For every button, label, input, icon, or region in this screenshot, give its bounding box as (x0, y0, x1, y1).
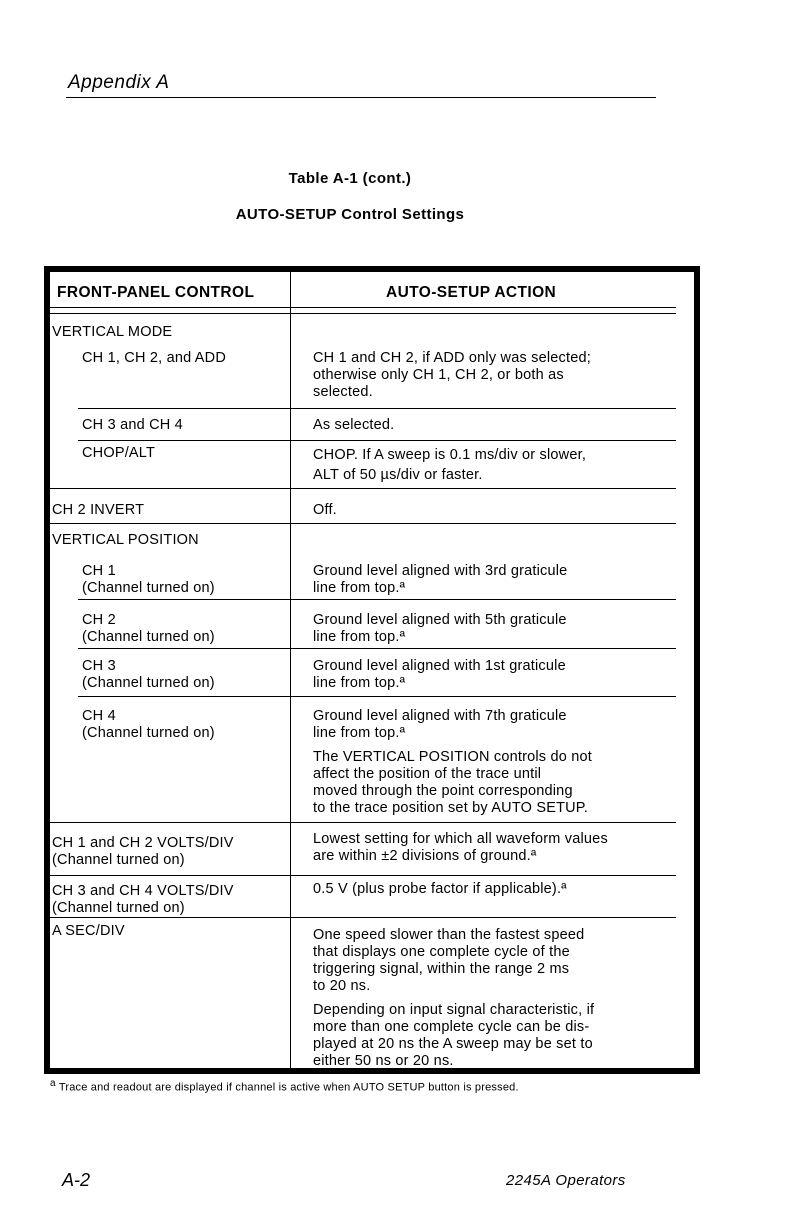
column-header-control: FRONT-PANEL CONTROL (57, 284, 255, 301)
row-rule (78, 440, 676, 441)
control-ch3-ch4: CH 3 and CH 4 (82, 417, 183, 433)
row-rule (50, 822, 676, 823)
row-rule (50, 875, 676, 876)
table-footnote (50, 1078, 519, 1094)
row-rule (50, 488, 676, 489)
control-ch34-volts-div: CH 3 and CH 4 VOLTS/DIV (Channel turned on) (52, 883, 234, 916)
action-pos-ch4: Ground level aligned with 7th graticule line from top.ª (313, 708, 567, 741)
action-ch34-volts-div: 0.5 V (plus probe factor if applicable).ª (313, 881, 567, 897)
appendix-title: Appendix A (68, 72, 170, 93)
action-ch1-ch2-add: CH 1 and CH 2, if ADD only was selected; otherwise only CH 1, CH 2, or both as selected. (313, 350, 591, 400)
action-pos-ch2: Ground level aligned with 5th graticule line from top.ª (313, 612, 567, 645)
row-rule (78, 696, 676, 697)
action-a-sec-div: One speed slower than the fastest speed that displays one complete cycle of the triggering signal, within the range 2 ms to 20 ns. (313, 927, 585, 994)
control-pos-ch4: CH 4 (Channel turned on) (82, 708, 215, 741)
header-rule (66, 97, 656, 98)
action-chop-alt: CHOP. If A sweep is 0.1 ms/div or slower, ALT of 50 µs/div or faster. (313, 447, 587, 483)
footnote-marker: a (50, 1078, 56, 1089)
a-sec-div-note: Depending on input signal characteristic, if more than one complete cycle can be dis- played at 20 ns the A sweep may be set to either 50 ns or 20 ns. (313, 1002, 595, 1069)
manual-title: 2245A Operators (506, 1172, 626, 1189)
table-caption-title: AUTO-SETUP Control Settings (235, 206, 465, 223)
row-rule (78, 408, 676, 409)
control-a-sec-div: A SEC/DIV (52, 923, 125, 939)
row-rule (78, 599, 676, 600)
vertical-position-note: The VERTICAL POSITION controls do not affect the position of the trace until moved through the point corresponding to the trace position set by AUTO SETUP. (313, 749, 592, 816)
section-vertical-position: VERTICAL POSITION (52, 532, 199, 548)
action-ch3-ch4: As selected. (313, 417, 395, 433)
row-rule (50, 917, 676, 918)
header-rule-lower (50, 313, 676, 314)
action-ch12-volts-div: Lowest setting for which all waveform values are within ±2 divisions of ground.ª (313, 831, 608, 864)
footnote-text: Trace and readout are displayed if channel is active when AUTO SETUP button is pressed. (58, 1081, 519, 1094)
control-ch1-ch2-add: CH 1, CH 2, and ADD (82, 350, 227, 366)
table-caption-number: Table A-1 (cont.) (288, 170, 412, 187)
control-pos-ch2: CH 2 (Channel turned on) (82, 612, 215, 645)
header-rule-upper (50, 307, 676, 308)
action-pos-ch1: Ground level aligned with 3rd graticule line from top.ª (313, 563, 568, 596)
control-chop-alt: CHOP/ALT (82, 445, 156, 461)
section-vertical-mode: VERTICAL MODE (52, 324, 173, 340)
page-number: A-2 (62, 1170, 91, 1190)
column-header-action: AUTO-SETUP ACTION (386, 284, 557, 301)
action-pos-ch3: Ground level aligned with 1st graticule line from top.ª (313, 658, 566, 691)
control-pos-ch3: CH 3 (Channel turned on) (82, 658, 215, 691)
column-divider (290, 272, 291, 1068)
action-ch2-invert: Off. (313, 502, 337, 518)
control-ch12-volts-div: CH 1 and CH 2 VOLTS/DIV (Channel turned on) (52, 835, 234, 868)
control-ch2-invert: CH 2 INVERT (52, 502, 145, 518)
row-rule (78, 648, 676, 649)
row-rule (50, 523, 676, 524)
control-pos-ch1: CH 1 (Channel turned on) (82, 563, 215, 596)
